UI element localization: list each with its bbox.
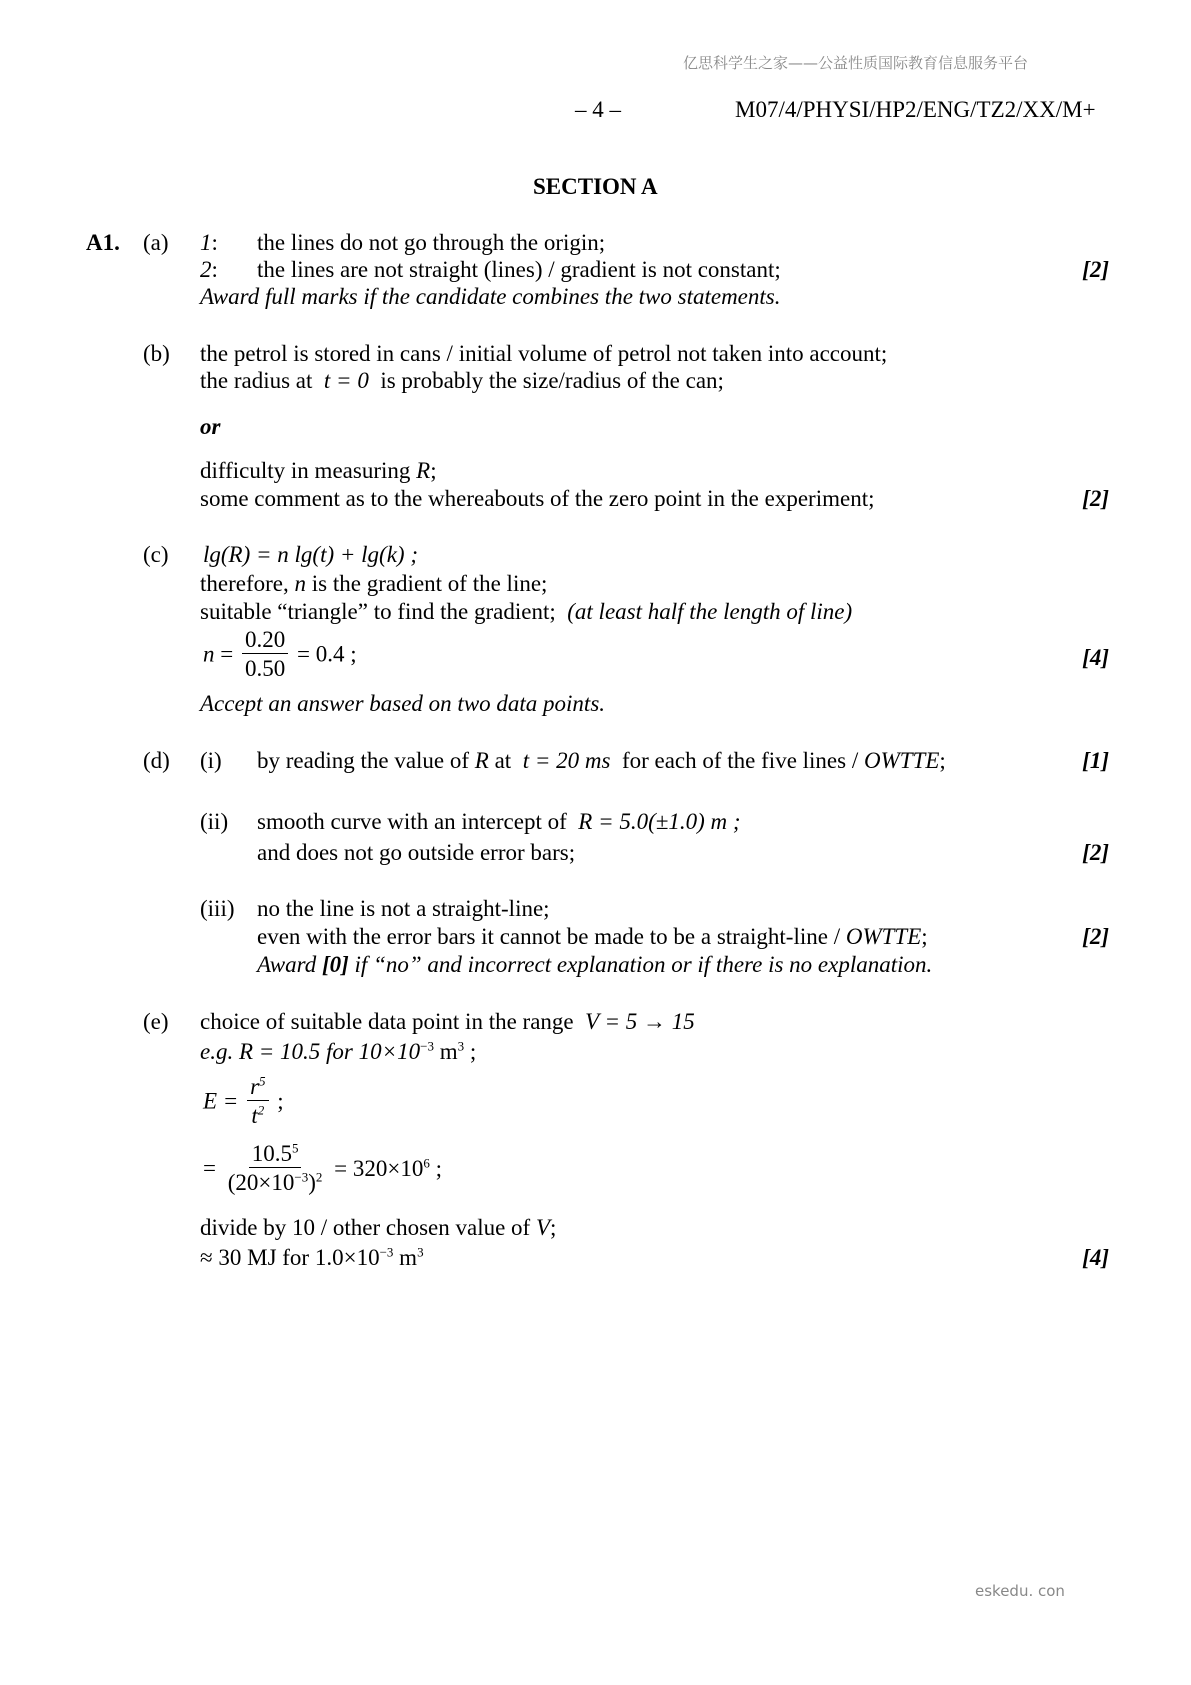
b-line-2-math: t = 0: [323, 368, 369, 393]
e-calculation: = $\frac{10.5^5}{(20\times 10^{-3})^2}$ = $320\times 10^6$ ;: [203, 1140, 442, 1195]
e-line-1: choice of suitable data point in the range V = 5 → 15: [200, 1009, 695, 1034]
c-equation: lg(R) = n lg(t) + lg(k) ;: [203, 542, 418, 567]
d-ii-line-2: and does not go outside error bars;: [257, 840, 576, 865]
e-energy-formula: E = $\frac{r^5}{t^2}$ ;: [203, 1073, 284, 1128]
d-ii-math: R = 5.0(±1.0) m ;: [578, 809, 741, 834]
a-line-1: the lines do not go through the origin;: [257, 230, 606, 255]
c-fraction: $\frac{0.20}{0.50}$: [242, 628, 288, 680]
a-note: Award full marks if the candidate combines the two statements.: [200, 284, 781, 309]
a-n2: 2: [200, 257, 212, 282]
e-line-1-math: V = 5 → 15: [585, 1009, 695, 1034]
e-calculation-fraction: $\frac{10.5^5}{(20\times 10^{-3})^2}$: [227, 1140, 323, 1195]
d-iii-label: (iii): [200, 896, 235, 921]
e-energy-fraction: $\frac{r^5}{t^2}$: [247, 1075, 268, 1127]
c-line-3-note: (at least half the length of line): [567, 599, 853, 624]
e-mark: [4]: [1082, 1245, 1109, 1270]
c-line-2: therefore, n is the gradient of the line;: [200, 571, 548, 596]
b-line-3: difficulty in measuring R;: [200, 458, 437, 483]
a-line-2: the lines are not straight (lines) / gradient is not constant;: [257, 257, 781, 282]
d-i-math: t = 20 ms: [522, 748, 611, 773]
d-iii-line-1: no the line is not a straight-line;: [257, 896, 550, 921]
b-or: or: [200, 414, 221, 439]
d-i-label: (i): [200, 748, 222, 773]
part-c-label: (c): [143, 542, 169, 567]
d-iii-mark: [2]: [1082, 924, 1109, 949]
watermark-top: 亿思科学生之家——公益性质国际教育信息服务平台: [683, 54, 1029, 72]
page-number: – 4 –: [575, 97, 621, 122]
section-title: SECTION A: [533, 174, 658, 199]
part-a-label: (a): [143, 230, 169, 255]
c-mark: [4]: [1082, 645, 1109, 670]
part-b-label: (b): [143, 341, 170, 366]
c-fraction-equation: n = $\frac{0.20}{0.50}$ = 0.4 ;: [203, 627, 357, 681]
b-line-1: the petrol is stored in cans / initial volume of petrol not taken into account;: [200, 341, 888, 366]
part-d-label: (d): [143, 748, 170, 773]
a-point-2-number: 2:: [200, 257, 218, 282]
d-i-text: by reading the value of R at t = 20 ms for each of the five lines / OWTTE;: [257, 748, 946, 773]
c-note: Accept an answer based on two data points.: [200, 691, 606, 716]
d-ii-line-1: smooth curve with an intercept of R = 5.0(±1.0) m ;: [257, 809, 741, 834]
watermark-bottom: eskedu. con: [975, 1582, 1065, 1600]
b-mark: [2]: [1082, 486, 1109, 511]
d-ii-label: (ii): [200, 809, 229, 834]
a-n1: 1: [200, 230, 212, 255]
d-iii-award: Award [0] if “no” and incorrect explanation or if there is no explanation.: [257, 952, 933, 977]
c-line-3: suitable “triangle” to find the gradient; (at least half the length of line): [200, 599, 853, 624]
e-line-4: divide by 10 / other chosen value of V;: [200, 1215, 557, 1240]
e-line-2: e.g. R = 10.5 for $10\times 10^{-3}$ $m^3$ ;: [200, 1038, 477, 1064]
d-iii-line-2: even with the error bars it cannot be made to be a straight-line / OWTTE;: [257, 924, 928, 949]
part-e-label: (e): [143, 1009, 169, 1034]
e-line-5: ≈ 30 MJ for $1.0\times 10^{-3}$ $m^3$: [200, 1244, 424, 1270]
b-line-2: the radius at t = 0 is probably the size/radius of the can;: [200, 368, 724, 393]
d-i-mark: [1]: [1082, 748, 1109, 773]
a-point-1-number: 1:: [200, 230, 218, 255]
b-line-4: some comment as to the whereabouts of the zero point in the experiment;: [200, 486, 875, 511]
a-mark: [2]: [1082, 257, 1109, 282]
question-label: A1.: [86, 230, 120, 255]
document-code: M07/4/PHYSI/HP2/ENG/TZ2/XX/M+: [735, 97, 1096, 122]
d-ii-mark: [2]: [1082, 840, 1109, 865]
